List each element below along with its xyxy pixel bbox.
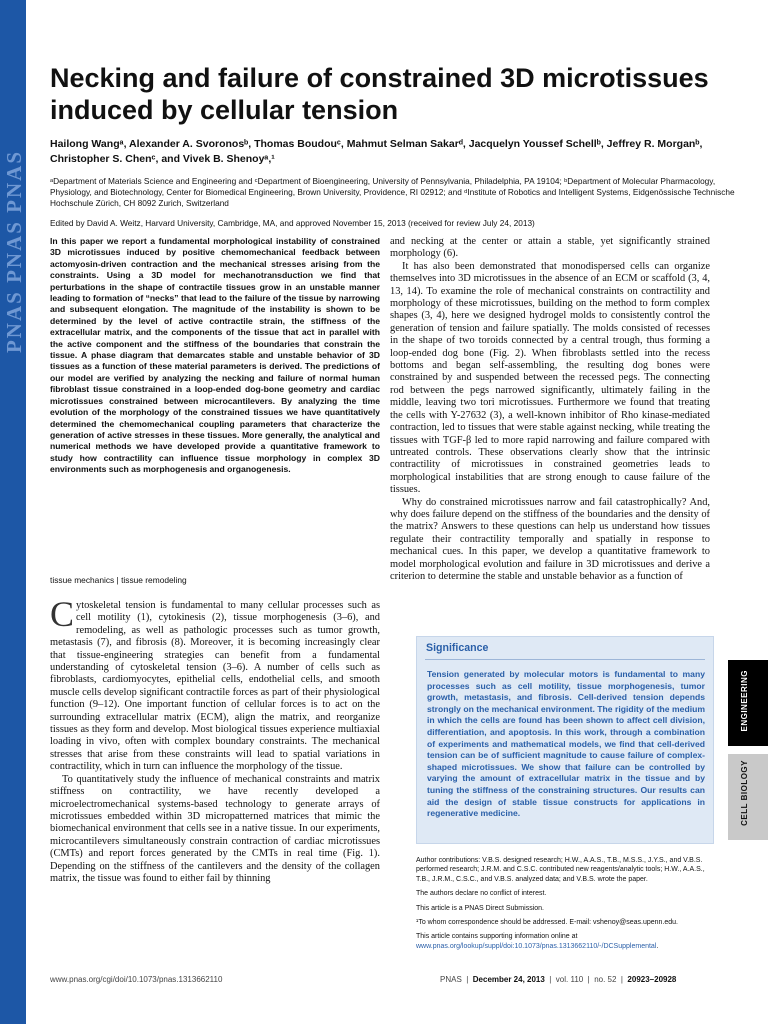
significance-box — [416, 636, 714, 844]
right-paragraph-0: and necking at the center or attain a stable, yet significantly strained morphology (6). — [390, 236, 710, 260]
intro-paragraph-2: To quantitatively study the influence of mechanical constraints and matrix stiffness on contractility, we have recently developed a microelectromechanical systems-based technology to generate arrays of microtissues embedded within 3D micropatterned matrices that mimic the biomechanical environment that cells see in a native tissue. In our experiments, microcantilevers simultaneously constrain contraction of cardiac microtissues (CMTs) and report forces generated by the CMTs in real time (Fig. 1). Depending on the stiffness of the cantilevers and the density of the collagen matrix, the tissue was found to either fail by thinning — [50, 773, 380, 884]
cell-biology-tab-label: CELL BIOLOGY — [740, 760, 749, 826]
sidebar-brand-text: PNAS PNAS PNAS — [2, 150, 26, 354]
significance-divider — [425, 659, 705, 660]
significance-text: Tension generated by molecular motors is fundamental to many processes such as cell motility, tissue morphogenesis, tumor growth, metastasis, and fibrosis. Cell-derived tension depends strongly on the mechanical environment. The rigidity of the medium in which the cells are found has been shown to affect cell division, differentiation, and apoptosis. In this work, through a combination of experiments and mathematical models, we find that cell-derived tension can be of sufficient magnitude to cause failure of complex-shaped microtissues. We show that failure can be controlled by varying the amount of extracellular matrix in the tissue and by tuning the stiffness of the constraining structures. Our results can aid the design of stable tissue constructs for applications in regenerative medicine. — [427, 669, 705, 819]
intro-paragraph-1 — [50, 594, 380, 774]
abstract: In this paper we report a fundamental morphological instability of constrained 3D microtissues induced by positive chemomechanical feedback between actomyosin-driven contraction and the mechanical stresses arising from the constraints. Using a 3D model for mechanotransduction we find that perturbations in the shape of contractile tissues grow in an unstable manner leading to formation of “necks” that lead to the failure of the tissue by narrowing and subsequent elongation. The magnitude of the instability is shown to be determined by the level of active contractile strain, the stiffness of the extracellular matrix, and the components of the tissue that act in parallel with the active component and the stiffness of the boundaries that constrain the tissue. A phase diagram that demarcates stable and unstable behavior of 3D tissues as a function of these material parameters is derived. The predictions of our model are verified by analyzing the necking and failure of normal human fibroblast tissue constrained in a loop-ended dog-bone geometry and cardiac microtissues constrained between microcantilevers. By analyzing the time evolution of the morphology of the constrained tissues we have quantitatively determined the chemomechanical coupling parameters that characterize the generation of active stresses in these tissues. More generally, the analytical and numerical methods we have developed provide a quantitative framework to study how contractility can influence tissue morphology in complex 3D environments such as morphogenesis and organogenesis. — [50, 236, 380, 475]
body-right-column — [390, 236, 710, 583]
footer-journal: PNAS — [440, 975, 462, 984]
significance-heading: Significance — [426, 642, 489, 654]
conflict-statement: The authors declare no conflict of interest. — [416, 890, 547, 898]
supporting-info-link[interactable]: www.pnas.org/lookup/suppl/doi:10.1073/pnas.1313662110/-/DCSupplemental — [416, 942, 657, 950]
intro-paragraph-1-text: ytoskeletal tension is fundamental to many cellular processes such as cell motility (1), cytokinesis (2), tissue morphogenesis (3–6), and remodeling, as well as pathologic processes such as tumor growth, metastasis (7), and fibrosis (8). Moreover, it is becoming increasingly clear that tissue-engineering strategies can benefit from a fundamental understanding of cytoskeletal tension (3–6). A number of cells such as fibroblasts, cardiomyocytes, epithelial cells, endothelial cells, and smooth muscle cells develop significant contractile forces as part of their physiological function (9–12). One important function of cellular forces is to act on the surrounding extracellular matrix (ECM), align the matrix, and reorganize tissues as they form and develop. Most biological tissues experience multiaxial loading in vivo, often with complex boundary constraints. The mechanical stresses that arise from these constraints will lead to spatial variations in contractility, which in turn can influence the morphology of the tissue. — [50, 600, 380, 773]
supporting-info-prefix: This article contains supporting information online at — [416, 933, 578, 941]
supporting-info-suffix: . — [656, 942, 659, 950]
author-contributions: Author contributions: V.B.S. designed research; H.W., A.A.S., T.B., M.S.S., J.Y.S., and V.B.S. performed research; J.R.M. and C.S.C. contributed new reagents/analytic tools; H.W., A.A.S., T.B., J.R.M., C.S.C., and V.B.S. analyzed data; and V.B.S. wrote the paper. — [416, 857, 705, 883]
footer-volume: vol. 110 — [555, 975, 584, 984]
section-tab-engineering — [728, 660, 768, 746]
footer-pages: 20923–20928 — [627, 975, 677, 984]
supporting-info-note — [416, 932, 712, 951]
section-tab-cell-biology — [728, 754, 768, 840]
right-paragraph-2: Why do constrained microtissues narrow and fail catastrophically? And, why does failure depend on the stiffness of the boundaries and the density of the matrix? Answers to these questions can help us understand how tissues regulate their contractility temporally and spatially in response to mechanical cues. In this paper, we develop a quantitative framework to model morphological evolution and failure in 3D microtissues and derive a criterion to determine the stable and unstable behavior as a function of — [390, 496, 710, 582]
drop-cap: C — [50, 594, 75, 634]
direct-submission-note: This article is a PNAS Direct Submission. — [416, 904, 544, 912]
edited-by-note: Edited by David A. Weitz, Harvard University, Cambridge, MA, and approved November 15, 2013 (received for review July 24, 2013) — [50, 218, 535, 228]
affiliations: ᵃDepartment of Materials Science and Engineering and ᶜDepartment of Bioengineering, University of Pennsylvania, Philadelphia, PA 19104; ᵇDepartment of Molecular Pharmacology, Physiology, and Biotechnology, Center for Biomedical Engineering, Brown University, Providence, RI 02912; and ᵈInstitute of Robotics and Intelligent Systems, Eidgenössische Technische Hochschule Zürich, CH 8092 Zurich, Switzerland — [50, 176, 735, 208]
footer-citation: PNAS | December 24, 2013 | vol. 110 | no. 52 | 20923–20928 — [440, 975, 677, 984]
right-paragraph-1: It has also been demonstrated that monodispersed cells can organize themselves into 3D microtissues in the absence of an ECM or scaffold (3, 4, 13, 14). To examine the role of mechanical constraints on contractility and morphology of these microtissues, building on the method to form complex shapes (3, 4), here we designed hydrogel molds to consistently control the generation of tension and failure spatially. The molds consisted of recesses in the shape of two toroids connected by a central trough, thus forming a loop-ended dog bone (Fig. 2). When fibroblasts settled into the recess bottoms and began self-assembling, the resulting dog bones were constrained by and suspended between the recessed pegs. The connecting rod between the pegs narrowed significantly, ultimately failing in the middle, leaving two tori microtissues. Furthermore we found that treating the cells with Y-27632 (3), a well-known inhibitor of Rho kinase-mediated contraction, led to tissues that were stable against necking, while treating the tissues with TGF-β led to more rapid narrowing and failure compared with untreated controls. These observations clearly show that the intrinsic contractility of microtissues in constrained geometries leads to morphological instabilities that are strong enough to cause failure of the tissues. — [390, 260, 710, 496]
footer-number: no. 52 — [594, 975, 617, 984]
keywords: tissue mechanics | tissue remodeling — [50, 575, 187, 585]
article-title: Necking and failure of constrained 3D microtissues induced by cellular tension — [50, 63, 709, 125]
article-notes — [416, 856, 712, 956]
body-left-column — [50, 594, 380, 885]
engineering-tab-label: ENGINEERING — [740, 670, 749, 732]
footer-date: December 24, 2013 — [472, 975, 545, 984]
footer-doi[interactable]: www.pnas.org/cgi/doi/10.1073/pnas.1313662110 — [50, 975, 223, 984]
journal-sidebar — [0, 0, 26, 1024]
author-list: Hailong Wangᵃ, Alexander A. Svoronosᵇ, Thomas Boudouᶜ, Mahmut Selman Sakarᵈ, Jacquelyn Youssef Schellᵇ, Jeffrey R. Morganᵇ, Christopher S. Chenᶜ, and Vivek B. Shenoyᵃ,¹ — [50, 138, 703, 165]
correspondence-note: ¹To whom correspondence should be addressed. E-mail: vshenoy@seas.upenn.edu. — [416, 919, 678, 927]
